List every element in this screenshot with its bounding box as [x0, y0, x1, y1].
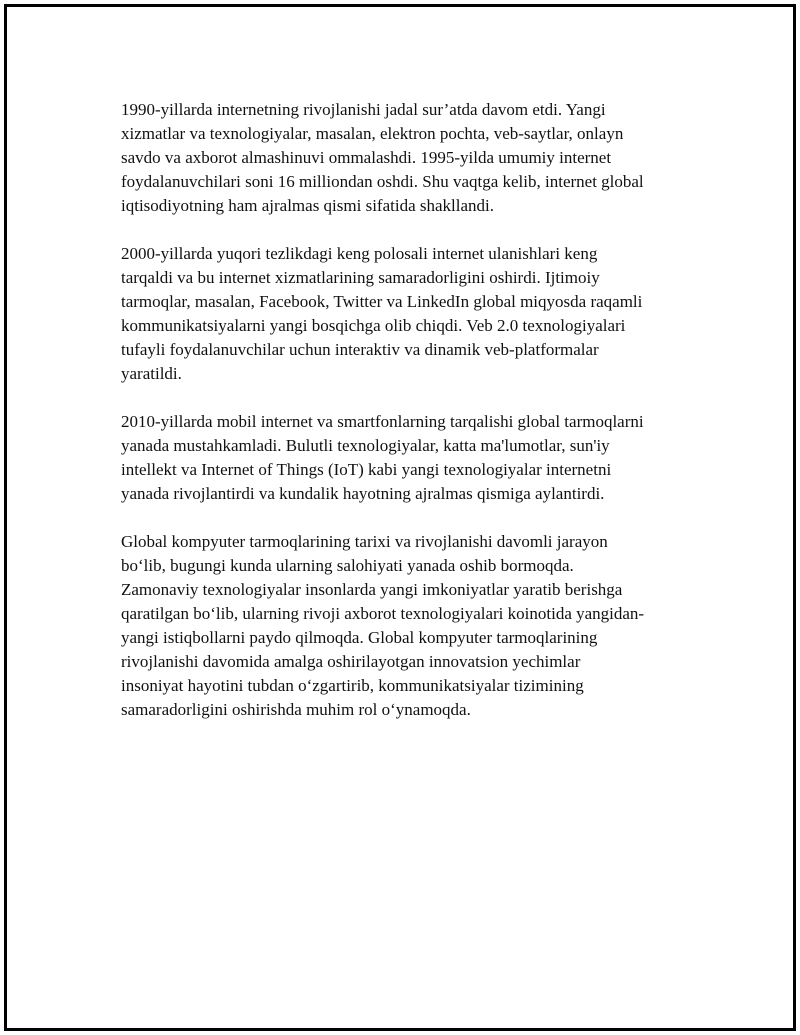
text-line: Global kompyuter tarmoqlarining tarixi va rivojlanishi davomli jarayon — [121, 532, 608, 551]
page-border-frame — [4, 4, 796, 1031]
text-line: 2010-yillarda mobil internet va smartfonlarning tarqalishi global tarmoqlarni — [121, 412, 644, 431]
text-line: insoniyat hayotini tubdan o‘zgartirib, kommunikatsiyalar tizimining — [121, 676, 584, 695]
document-body — [121, 98, 711, 746]
text-line: samaradorligini oshirishda muhim rol o‘ynamoqda. — [121, 700, 471, 719]
text-line: yanada rivojlantirdi va kundalik hayotning ajralmas qismiga aylantirdi. — [121, 484, 605, 503]
paragraph-1990s — [121, 98, 711, 218]
text-line: qaratilgan bo‘lib, ularning rivoji axborot texnologiyalari koinotida yangidan- — [121, 604, 645, 623]
text-line: tarqaldi va bu internet xizmatlarining samaradorligini oshirdi. Ijtimoiy — [121, 268, 600, 287]
text-line: savdo va axborot almashinuvi ommalashdi. 1995-yilda umumiy internet — [121, 148, 612, 167]
text-line: intellekt va Internet of Things (IoT) kabi yangi texnologiyalar internetni — [121, 460, 612, 479]
text-line: yaratildi. — [121, 364, 182, 383]
text-line: 2000-yillarda yuqori tezlikdagi keng polosali internet ulanishlari keng — [121, 244, 598, 263]
text-line: yangi istiqbollarni paydo qilmoqda. Global kompyuter tarmoqlarining — [121, 628, 598, 647]
text-line: 1990-yillarda internetning rivojlanishi jadal sur’atda davom etdi. Yangi — [121, 100, 606, 119]
text-line: tarmoqlar, masalan, Facebook, Twitter va LinkedIn global miqyosda raqamli — [121, 292, 643, 311]
text-line: tufayli foydalanuvchilar uchun interaktiv va dinamik veb-platformalar — [121, 340, 599, 359]
text-line: Zamonaviy texnologiyalar insonlarda yangi imkoniyatlar yaratib berishga — [121, 580, 623, 599]
text-line: xizmatlar va texnologiyalar, masalan, elektron pochta, veb-saytlar, onlayn — [121, 124, 624, 143]
text-line: kommunikatsiyalarni yangi bosqichga olib chiqdi. Veb 2.0 texnologiyalari — [121, 316, 626, 335]
text-line: yanada mustahkamladi. Bulutli texnologiyalar, katta ma'lumotlar, sun'iy — [121, 436, 610, 455]
text-line: bo‘lib, bugungi kunda ularning salohiyati yanada oshib bormoqda. — [121, 556, 574, 575]
text-line: rivojlanishi davomida amalga oshirilayotgan innovatsion yechimlar — [121, 652, 581, 671]
paragraph-2000s — [121, 242, 711, 386]
paragraph-conclusion — [121, 530, 711, 722]
text-line: iqtisodiyotning ham ajralmas qismi sifatida shakllandi. — [121, 196, 495, 215]
text-line: foydalanuvchilari soni 16 milliondan oshdi. Shu vaqtga kelib, internet global — [121, 172, 644, 191]
paragraph-2010s — [121, 410, 711, 506]
